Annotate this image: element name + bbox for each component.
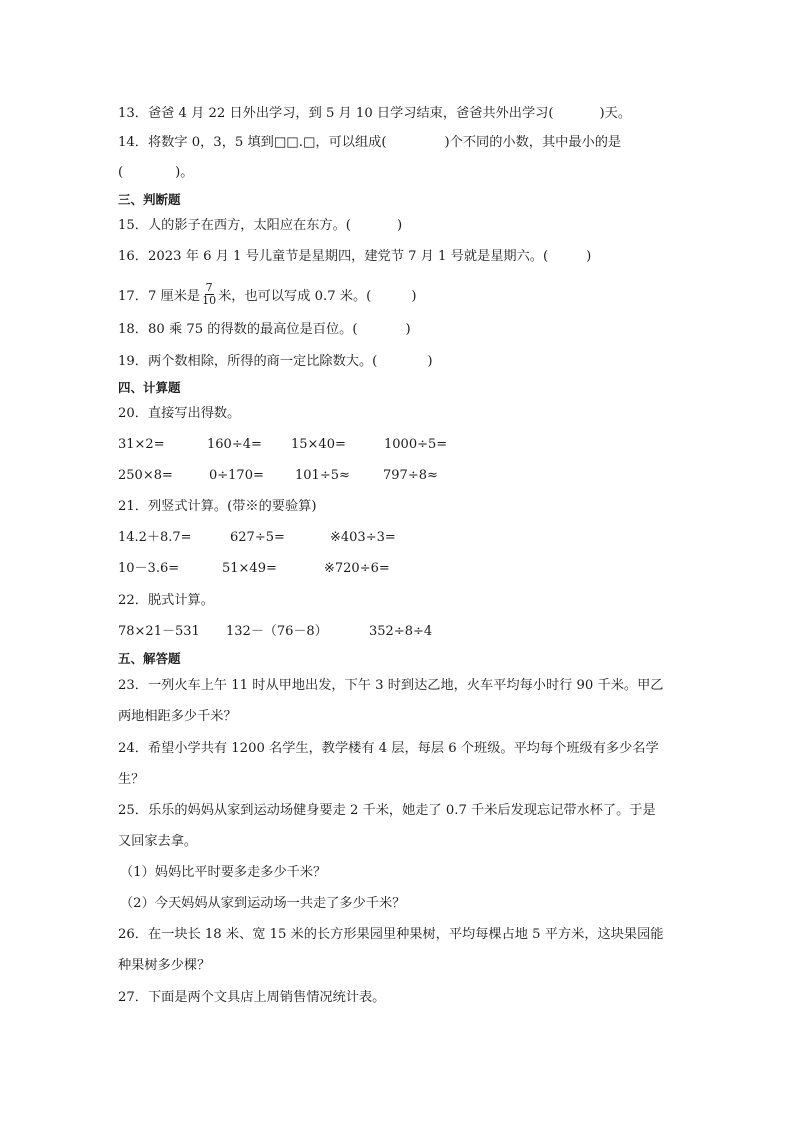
q19-tail: ) <box>427 354 433 369</box>
q20-r1-c2: 160÷4= <box>207 437 262 452</box>
q13-text: 13．爸爸 4 月 22 日外出学习，到 5 月 10 日学习结束，爸爸共外出学习( <box>118 106 554 121</box>
q14-line2b: )。 <box>175 165 194 180</box>
question-16 <box>118 247 591 267</box>
question-26-line1: 26．在一块长 18 米、宽 15 米的长方形果园里种果树，平均每棵占地 5 平方米，这块果园能 <box>118 927 664 942</box>
q17-numerator: 7 <box>205 281 213 294</box>
q14-line2a: ( <box>118 165 124 180</box>
question-23-line1: 23．一列火车上午 11 时从甲地出发，下午 3 时到达乙地，火车平均每小时行 90 千米。甲乙 <box>118 678 664 693</box>
question-24-line1: 24．希望小学共有 1200 名学生，教学楼有 4 层，每层 6 个班级。平均每个班级有多少名学 <box>118 741 659 756</box>
question-25-line1: 25．乐乐的妈妈从家到运动场健身要走 2 千米，她走了 0.7 千米后发现忘记带水杯了。于是 <box>118 803 656 818</box>
question-26-line2: 种果树多少棵？ <box>118 958 211 973</box>
section-4-heading: 四、计算题 <box>118 380 181 395</box>
q21-r1-c2: 627÷5= <box>230 530 285 545</box>
q20-r1-c4: 1000÷5= <box>384 437 448 452</box>
q17-post: 米，也可以写成 0.7 米。( <box>218 289 372 304</box>
q15-tail: ) <box>396 218 403 233</box>
q20-r2-c4: 797÷8≈ <box>383 468 438 483</box>
question-27: 27．下面是两个文具店上周销售情况统计表。 <box>118 990 386 1005</box>
q21-r2-c2: 51×49= <box>222 561 277 576</box>
q13-tail: )天。 <box>599 106 632 121</box>
question-24-line2: 生？ <box>118 772 145 787</box>
question-14 <box>118 133 621 153</box>
question-15 <box>118 216 402 236</box>
question-25-sub2: （2）今天妈妈从家到运动场一共走了多少千米？ <box>120 896 406 911</box>
q20-r2-c1: 250×8= <box>118 468 173 483</box>
q21-r2-c1: 10－3.6= <box>118 561 180 576</box>
q15-text: 15．人的影子在西方，太阳应在东方。( <box>118 218 351 233</box>
q20-r1-c3: 15×40= <box>291 437 346 452</box>
question-25-sub1: （1）妈妈比平时要多走多少千米？ <box>120 865 327 880</box>
question-25-line2: 又回家去拿。 <box>118 834 198 849</box>
question-22-title: 22．脱式计算。 <box>118 593 214 608</box>
question-14-line2 <box>118 163 194 183</box>
question-13 <box>118 104 631 124</box>
question-19 <box>118 352 432 372</box>
q22-r1-c3: 352÷8÷4 <box>369 624 433 639</box>
q20-r2-c3: 101÷5≈ <box>295 468 350 483</box>
q20-r2-c2: 0÷170= <box>209 468 264 483</box>
q18-tail: ) <box>405 322 411 337</box>
q17-fraction <box>201 282 217 307</box>
q17-pre: 17．7 厘米是 <box>118 289 201 304</box>
q21-r1-c3: ※403÷3= <box>330 530 396 545</box>
question-18 <box>118 320 411 340</box>
q20-r1-c1: 31×2= <box>118 437 165 452</box>
question-23-line2: 两地相距多少千米？ <box>118 709 237 724</box>
q18-text: 18．80 乘 75 的得数的最高位是百位。( <box>118 322 358 337</box>
q22-r1-c1: 78×21－531 <box>118 624 200 639</box>
question-20-title: 20．直接写出得数。 <box>118 406 241 421</box>
q16-text: 16．2023 年 6 月 1 号儿童节是星期四，建党节 7 月 1 号就是星期六。( <box>118 249 549 264</box>
question-21-title: 21．列竖式计算。(带※的要验算) <box>118 499 317 514</box>
q14-mid: )个不同的小数，其中最小的是 <box>444 135 622 150</box>
q21-r1-c1: 14.2＋8.7= <box>118 530 192 545</box>
q16-tail: ) <box>586 249 592 264</box>
q17-tail: ) <box>411 289 417 304</box>
section-5-heading: 五、解答题 <box>118 651 181 666</box>
section-3-heading: 三、判断题 <box>118 192 181 207</box>
q22-r1-c2: 132－（76－8） <box>226 624 328 639</box>
q21-r2-c3: ※720÷6= <box>324 561 390 576</box>
question-17 <box>118 281 417 309</box>
q19-text: 19．两个数相除，所得的商一定比除数大。( <box>118 354 378 369</box>
q14-line1: 14．将数字 0，3，5 填到□□.□，可以组成( <box>118 135 387 150</box>
q17-denominator: 10 <box>202 294 217 307</box>
